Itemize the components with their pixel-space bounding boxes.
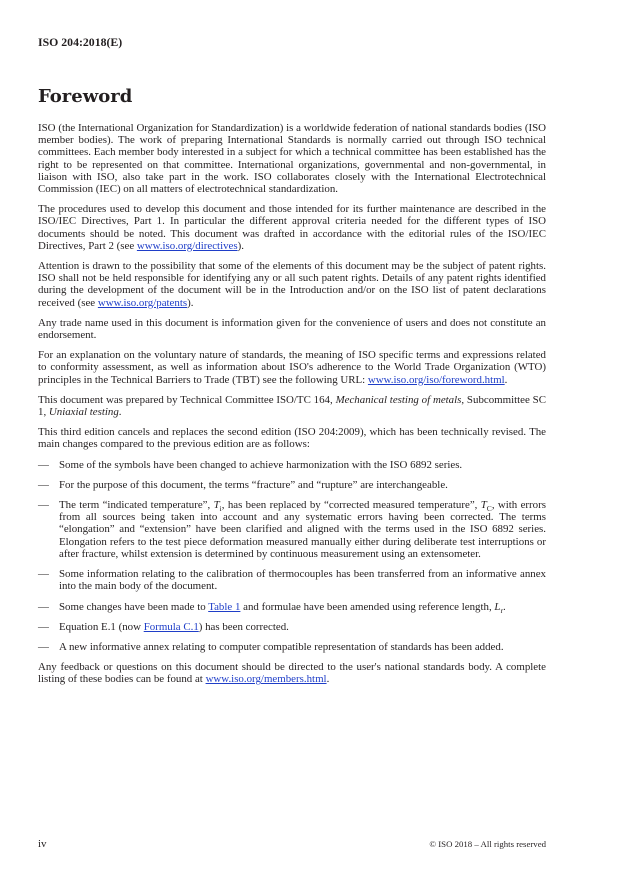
page-title: Foreword [38, 86, 133, 107]
paragraph-committee: This document was prepared by Technical Committee ISO/TC 164, Mechanical testing of metals, Subcommittee SC 1, Uniaxial testing. [38, 393, 546, 419]
paragraph-iso-intro: ISO (the International Organization for Standardization) is a worldwide federation of national standards bodies (ISO member bodies). The work of preparing International Standards is normally carried out through ISO technical committees. Each member body interested in a subject for which a technical committee has been established has the right to be represented on that committee. International organizations, governmental and non-governmental, in liaison with ISO, also take part in the work. ISO collaborates closely with the International Electrotechnical Commission (IEC) on all matters of electrotechnical standardization. [38, 122, 546, 196]
link-foreword[interactable]: www.iso.org/iso/foreword.html [367, 373, 505, 386]
paragraph-patents: Attention is drawn to the possibility that some of the elements of this document may be the subject of patent rights. ISO shall not be held responsible for identifying any or all such patent rights. Details of any patent rights identified during the development of the document will be in the Introduction and/or on the ISO list of patent declarations received (see www.iso.org/patents). [38, 260, 546, 309]
dash-bullet: — [38, 600, 49, 613]
dash-bullet: — [38, 458, 49, 471]
dash-bullet: — [38, 568, 49, 581]
link-directives[interactable]: www.iso.org/directives [136, 239, 238, 252]
copyright-notice: © ISO 2018 – All rights reserved [429, 839, 546, 849]
paragraph-procedures: The procedures used to develop this document and those intended for its further maintenance are described in the ISO/IEC Directives, Part 1. In particular the different approval criteria needed for the different types of ISO documents should be noted. This document was drafted in accordance with the editorial rules of the ISO/IEC Directives, Part 2 (see www.iso.org/directives). [38, 203, 546, 252]
dash-bullet: — [38, 499, 49, 512]
link-table-1[interactable]: Table 1 [208, 600, 241, 613]
dash-bullet: — [38, 478, 49, 491]
link-patents[interactable]: www.iso.org/patents [97, 296, 188, 309]
list-item: — A new informative annex relating to computer compatible representation of standards has been added. [38, 640, 504, 653]
list-item: — For the purpose of this document, the terms “fracture” and “rupture” are interchangeable. [38, 478, 448, 491]
paragraph-feedback: Any feedback or questions on this document should be directed to the user's national standards body. A complete listing of these bodies can be found at www.iso.org/members.html. [38, 661, 546, 686]
paragraph-trade-name: Any trade name used in this document is information given for the convenience of users and does not constitute an endorsement. [38, 316, 546, 342]
changes-list [38, 459, 546, 653]
list-item: — The term “indicated temperature”, $T_i$, has been replaced by “corrected measured temperature”, $T_C$, with errors from all sources being taken into account and any systematic errors having been corrected. The terms “elongation” and “extension” have been clarified and aligned with the terms used in the ISO 6892 series. Elongation refers to the test piece deformation measured manually either during deliberate test interruptions or after fracture, whilst extension is determined by continuous measurement using an extensometer. [38, 499, 546, 560]
list-item: — Some information relating to the calibration of thermocouples has been transferred from an informative annex into the main body of the document. [38, 568, 546, 593]
link-members[interactable]: www.iso.org/members.html [205, 673, 327, 686]
list-item: — Equation E.1 (now Formula C.1) has been corrected. [38, 620, 289, 633]
link-formula-c1[interactable]: Formula C.1 [143, 620, 199, 633]
dash-bullet: — [38, 620, 49, 633]
list-item: — Some of the symbols have been changed to achieve harmonization with the ISO 6892 series. [38, 458, 463, 471]
foreword-body [38, 122, 546, 694]
dash-bullet: — [38, 640, 49, 653]
document-id-header: ISO 204:2018(E) [38, 35, 123, 49]
page-number: iv [38, 838, 47, 850]
paragraph-voluntary-nature: For an explanation on the voluntary nature of standards, the meaning of ISO specific terms and expressions related to conformity assessment, as well as information about ISO's adherence to the World Trade Organization (WTO) principles in the Technical Barriers to Trade (TBT) see the following URL: www.iso.org/iso/foreword.html. [38, 349, 546, 386]
list-item: — Some changes have been made to Table 1 and formulae have been amended using reference length, $L_r$. [38, 600, 506, 615]
paragraph-edition: This third edition cancels and replaces the second edition (ISO 204:2009), which has been technically revised. The main changes compared to the previous edition are as follows: [38, 426, 546, 451]
